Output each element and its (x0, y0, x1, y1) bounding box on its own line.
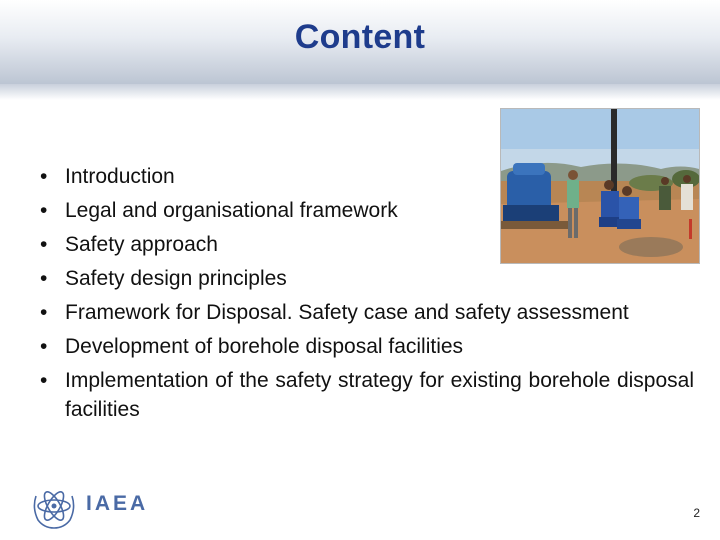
bullet-icon: • (40, 335, 48, 358)
bullet-text: Safety design principles (65, 267, 287, 290)
bullet-text: Introduction (65, 165, 175, 188)
un-atom-emblem-icon (30, 484, 78, 530)
slide-header-shadow (0, 84, 720, 100)
bullet-text: Safety approach (65, 233, 218, 256)
bullet-icon: • (40, 267, 48, 290)
bullet-icon: • (40, 301, 48, 324)
bullet-text: Framework for Disposal. Safety case and safety assessment (65, 301, 629, 324)
list-item (40, 298, 694, 327)
list-item (40, 162, 694, 191)
bullet-text: Implementation of the safety strategy for existing borehole disposal facilities (65, 369, 694, 421)
bullet-text: Development of borehole disposal facilities (65, 335, 464, 358)
bullet-text: Legal and organisational framework (65, 199, 398, 222)
slide-title: Content (294, 18, 426, 56)
bullet-icon: • (40, 369, 48, 392)
iaea-brand-text: IAEA (86, 492, 149, 515)
list-item (40, 366, 694, 424)
bullet-icon: • (40, 199, 48, 222)
list-item (40, 332, 694, 361)
page-number: 2 (693, 506, 700, 520)
bullet-icon: • (40, 233, 48, 256)
list-item (40, 264, 694, 293)
content-bullet-list (40, 162, 694, 429)
bullet-icon: • (40, 165, 48, 188)
list-item (40, 196, 694, 225)
list-item (40, 230, 694, 259)
